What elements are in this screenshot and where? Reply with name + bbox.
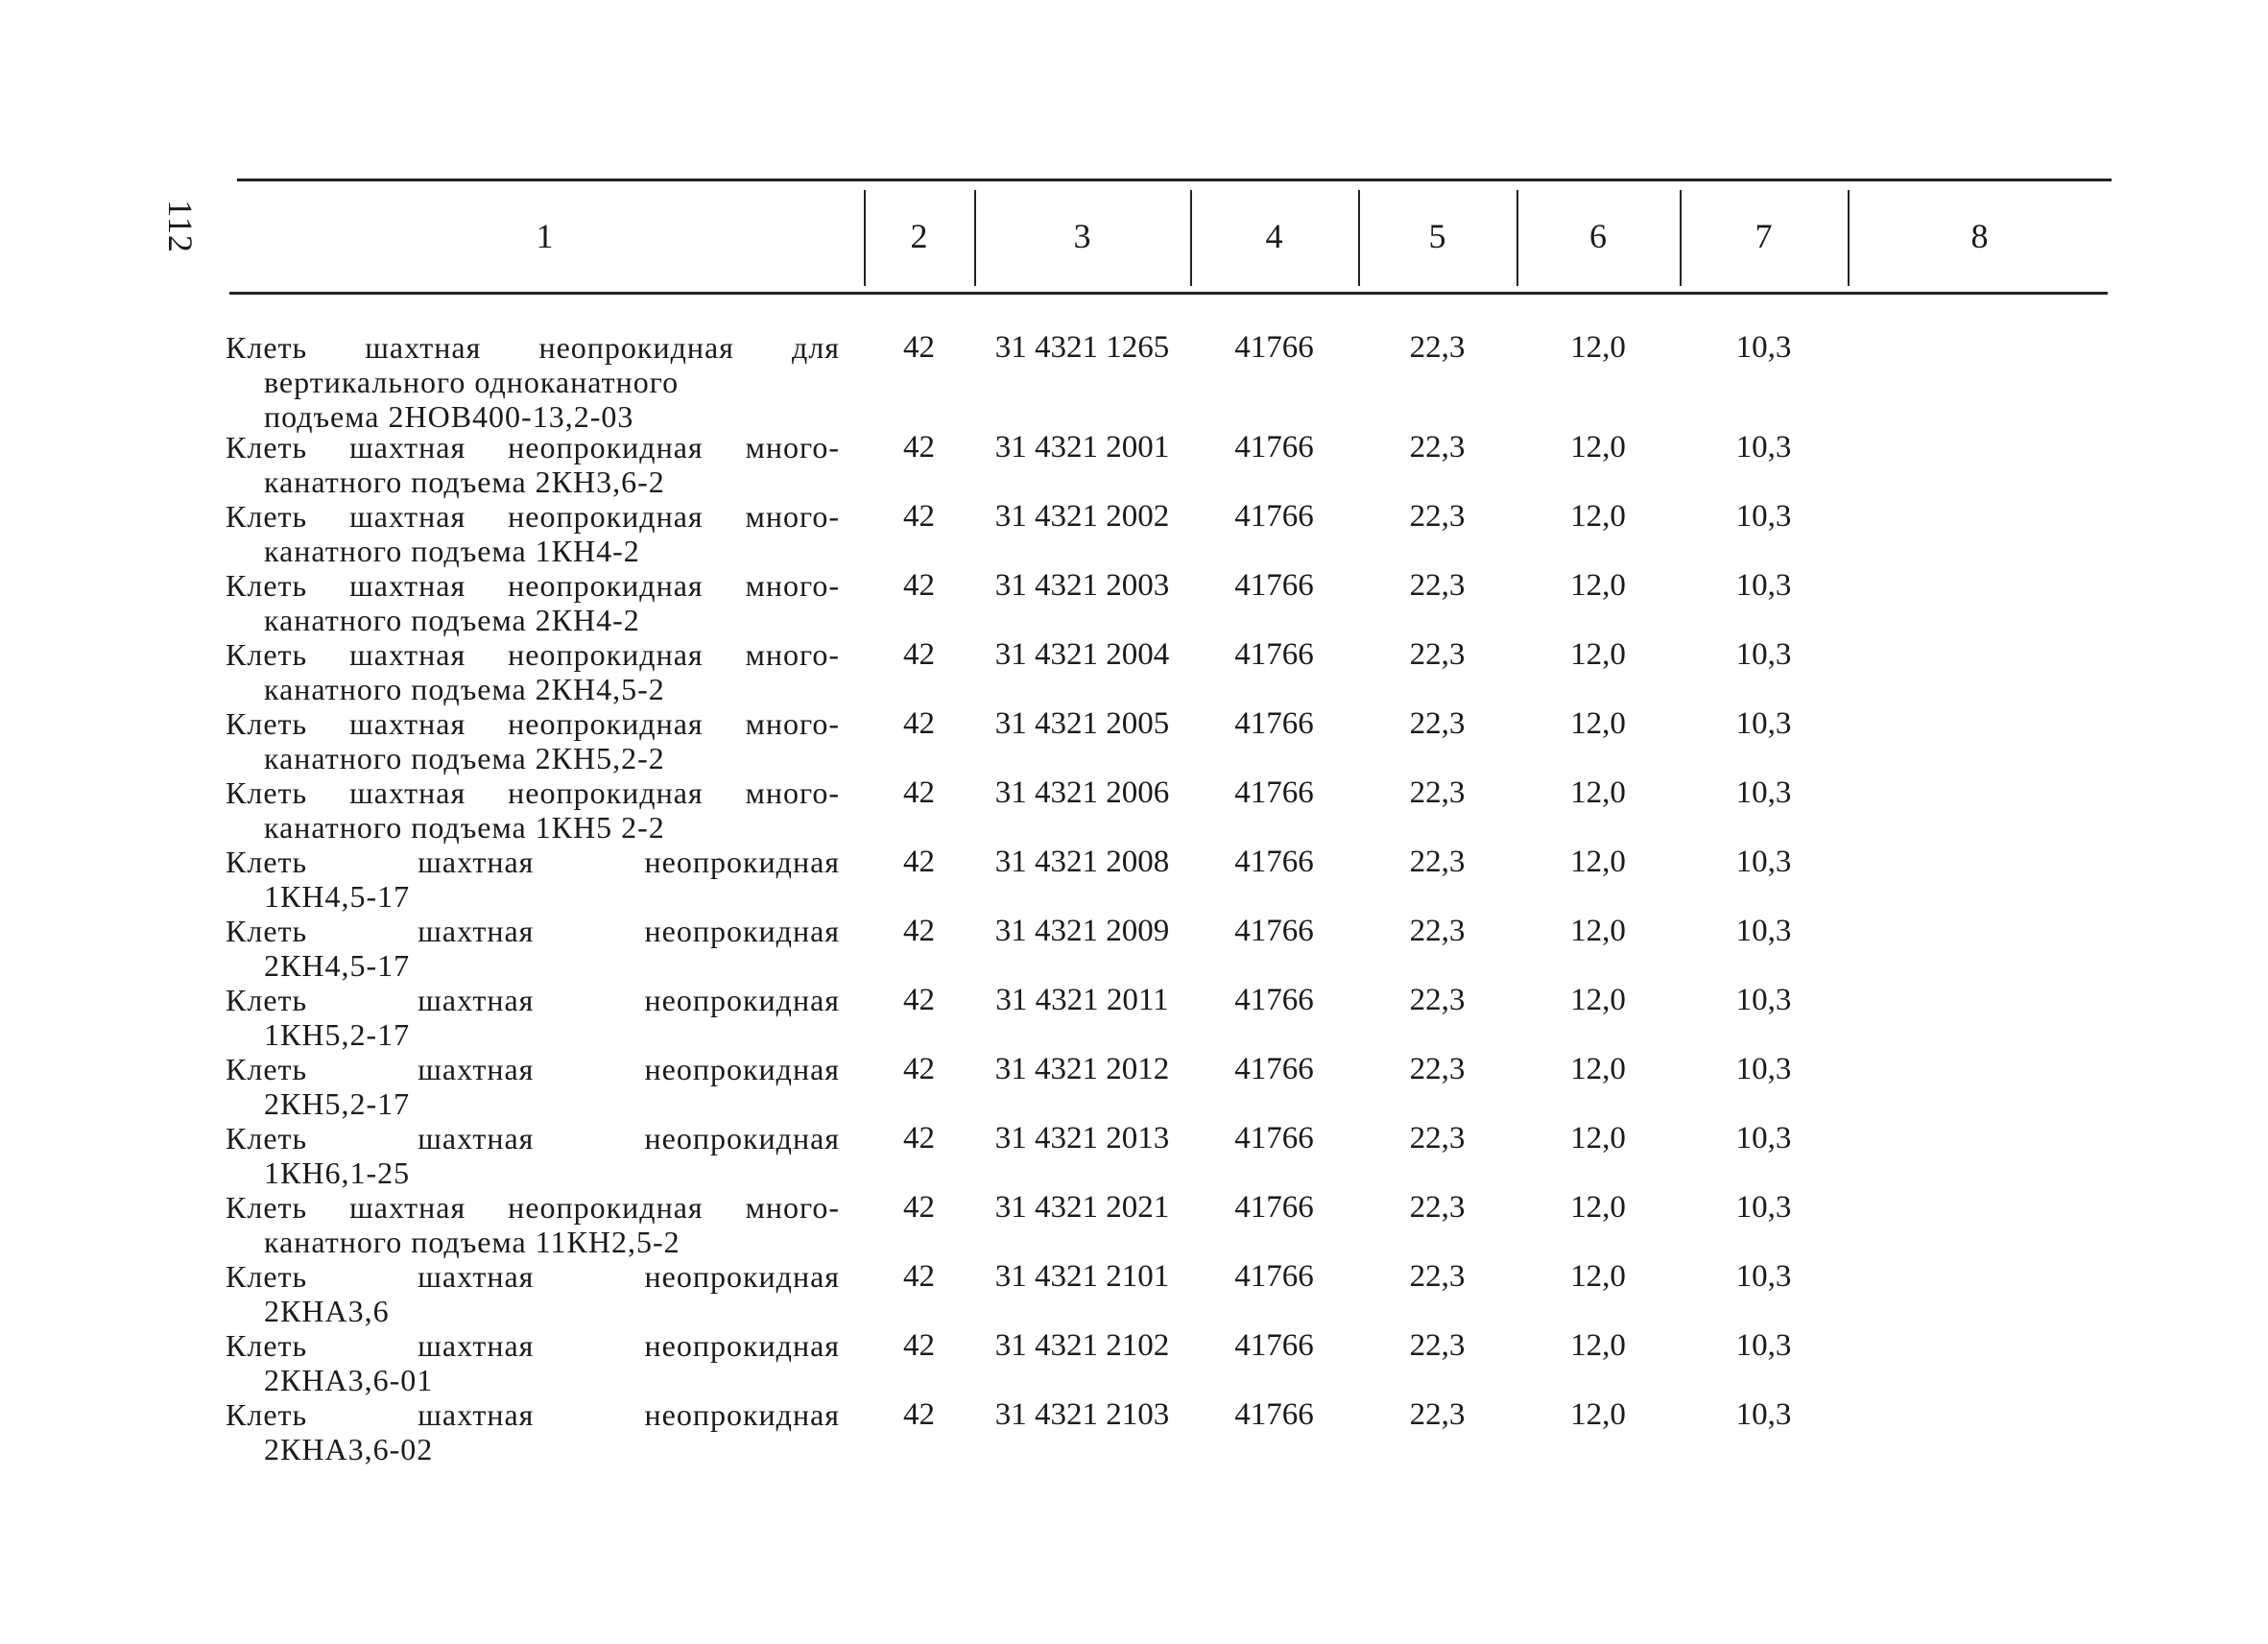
item-name	[226, 775, 840, 845]
cell-col-5: 22,3	[1409, 1397, 1466, 1432]
item-name-line: 2КНА3,6	[264, 1294, 390, 1328]
table-row	[226, 775, 2112, 845]
header-bottom-rule	[229, 292, 2108, 295]
cell-col-4: 41766	[1234, 1397, 1314, 1432]
cell-col-7: 10,3	[1735, 845, 1792, 879]
cell-col-2: 42	[903, 637, 935, 672]
item-name	[226, 1328, 840, 1397]
item-name-line: подъема 2НОВ400-13,2-03	[264, 399, 634, 434]
cell-col-3: 31 4321 2012	[994, 1052, 1170, 1086]
cell-col-4: 41766	[1234, 1121, 1314, 1156]
cell-col-7: 10,3	[1735, 568, 1792, 603]
item-name-line: Клеть шахтная неопрокидная много-	[226, 1190, 840, 1225]
cell-col-4: 41766	[1234, 914, 1314, 948]
item-name	[226, 430, 840, 499]
cell-col-2: 42	[903, 568, 935, 603]
cell-col-7: 10,3	[1735, 330, 1792, 365]
table-row	[226, 499, 2112, 568]
cell-col-6: 12,0	[1570, 845, 1626, 879]
cell-col-7: 10,3	[1735, 775, 1792, 810]
cell-col-2: 42	[903, 430, 935, 465]
cell-col-6: 12,0	[1570, 706, 1626, 741]
cell-col-5: 22,3	[1409, 983, 1466, 1017]
cell-col-2: 42	[903, 1259, 935, 1294]
item-name	[226, 914, 840, 983]
table-row	[226, 568, 2112, 637]
cell-col-2: 42	[903, 330, 935, 365]
item-name-line: Клеть шахтная неопрокидная	[226, 983, 840, 1017]
column-header-6: 6	[1589, 217, 1607, 255]
cell-col-7: 10,3	[1735, 706, 1792, 741]
item-name-line: Клеть шахтная неопрокидная для	[226, 330, 840, 365]
item-name-line: 2КН5,2-17	[264, 1086, 411, 1121]
item-name-line: 1КН4,5-17	[264, 879, 411, 914]
item-name-line: Клеть шахтная неопрокидная много-	[226, 499, 840, 534]
item-name	[226, 330, 840, 434]
cell-col-5: 22,3	[1409, 637, 1466, 672]
column-header-1: 1	[536, 217, 554, 255]
cell-col-7: 10,3	[1735, 1121, 1792, 1156]
item-name-line: 1КН6,1-25	[264, 1156, 411, 1190]
table-top-rule	[237, 179, 2112, 181]
cell-col-2: 42	[903, 983, 935, 1017]
item-name	[226, 1121, 840, 1190]
cell-col-4: 41766	[1234, 430, 1314, 465]
cell-col-5: 22,3	[1409, 430, 1466, 465]
cell-col-3: 31 4321 1265	[994, 330, 1170, 365]
column-divider	[1190, 190, 1192, 286]
table-row	[226, 1190, 2112, 1259]
cell-col-4: 41766	[1234, 706, 1314, 741]
cell-col-6: 12,0	[1570, 775, 1626, 810]
item-name-line: Клеть шахтная неопрокидная много-	[226, 775, 840, 810]
item-name	[226, 706, 840, 775]
cell-col-4: 41766	[1234, 1259, 1314, 1294]
cell-col-2: 42	[903, 845, 935, 879]
item-name-line: Клеть шахтная неопрокидная	[226, 845, 840, 879]
column-divider	[974, 190, 976, 286]
cell-col-6: 12,0	[1570, 983, 1626, 1017]
cell-col-2: 42	[903, 706, 935, 741]
cell-col-2: 42	[903, 914, 935, 948]
item-name-line: канатного подъема 11КН2,5-2	[264, 1225, 680, 1259]
cell-col-3: 31 4321 2009	[994, 914, 1170, 948]
cell-col-3: 31 4321 2013	[994, 1121, 1170, 1156]
cell-col-2: 42	[903, 1190, 935, 1225]
column-header-7: 7	[1755, 217, 1773, 255]
cell-col-3: 31 4321 2021	[994, 1190, 1170, 1225]
cell-col-2: 42	[903, 775, 935, 810]
table-row	[226, 1328, 2112, 1397]
table-row	[226, 983, 2112, 1052]
cell-col-7: 10,3	[1735, 1328, 1792, 1363]
item-name-line: Клеть шахтная неопрокидная много-	[226, 430, 840, 465]
cell-col-6: 12,0	[1570, 1259, 1626, 1294]
cell-col-6: 12,0	[1570, 1190, 1626, 1225]
item-name-line: 2КНА3,6-02	[264, 1432, 434, 1466]
item-name-line: канатного подъема 2КН4,5-2	[264, 672, 665, 706]
item-name	[226, 637, 840, 706]
cell-col-6: 12,0	[1570, 499, 1626, 534]
cell-col-4: 41766	[1234, 499, 1314, 534]
cell-col-5: 22,3	[1409, 568, 1466, 603]
cell-col-6: 12,0	[1570, 637, 1626, 672]
item-name-line: 2КН4,5-17	[264, 948, 411, 983]
item-name-line: канатного подъема 1КН4-2	[264, 534, 640, 568]
cell-col-5: 22,3	[1409, 845, 1466, 879]
column-header-4: 4	[1265, 217, 1283, 255]
item-name-line: Клеть шахтная неопрокидная много-	[226, 706, 840, 741]
cell-col-7: 10,3	[1735, 1052, 1792, 1086]
table-row	[226, 914, 2112, 983]
cell-col-4: 41766	[1234, 637, 1314, 672]
cell-col-4: 41766	[1234, 568, 1314, 603]
cell-col-4: 41766	[1234, 1190, 1314, 1225]
table-row	[226, 1052, 2112, 1121]
cell-col-5: 22,3	[1409, 706, 1466, 741]
cell-col-3: 31 4321 2008	[994, 845, 1170, 879]
cell-col-7: 10,3	[1735, 1190, 1792, 1225]
table-row	[226, 430, 2112, 499]
cell-col-3: 31 4321 2002	[994, 499, 1170, 534]
table-row	[226, 845, 2112, 914]
table-row	[226, 1259, 2112, 1328]
cell-col-4: 41766	[1234, 983, 1314, 1017]
cell-col-5: 22,3	[1409, 1190, 1466, 1225]
cell-col-6: 12,0	[1570, 1397, 1626, 1432]
cell-col-3: 31 4321 2003	[994, 568, 1170, 603]
item-name	[226, 1190, 840, 1259]
column-header-8: 8	[1970, 217, 1989, 255]
cell-col-3: 31 4321 2001	[994, 430, 1170, 465]
cell-col-5: 22,3	[1409, 330, 1466, 365]
table-row	[226, 637, 2112, 706]
item-name-line: канатного подъема 2КН3,6-2	[264, 465, 665, 499]
cell-col-5: 22,3	[1409, 499, 1466, 534]
cell-col-6: 12,0	[1570, 914, 1626, 948]
cell-col-5: 22,3	[1409, 914, 1466, 948]
cell-col-2: 42	[903, 1121, 935, 1156]
item-name-line: Клеть шахтная неопрокидная	[226, 1121, 840, 1156]
table-row	[226, 1121, 2112, 1190]
page-number: 112	[160, 200, 200, 253]
table-header	[226, 184, 2112, 288]
item-name	[226, 499, 840, 568]
item-name	[226, 845, 840, 914]
table-row	[226, 706, 2112, 775]
item-name	[226, 983, 840, 1052]
cell-col-7: 10,3	[1735, 983, 1792, 1017]
cell-col-2: 42	[903, 1052, 935, 1086]
item-name-line: канатного подъема 2КН5,2-2	[264, 741, 665, 775]
item-name-line: канатного подъема 2КН4-2	[264, 603, 640, 637]
item-name	[226, 1397, 840, 1466]
column-divider	[864, 190, 866, 286]
table-row	[226, 330, 2112, 434]
cell-col-4: 41766	[1234, 330, 1314, 365]
item-name-line: Клеть шахтная неопрокидная	[226, 1397, 840, 1432]
cell-col-2: 42	[903, 1397, 935, 1432]
column-header-2: 2	[910, 217, 928, 255]
cell-col-5: 22,3	[1409, 1121, 1466, 1156]
column-divider	[1680, 190, 1682, 286]
cell-col-7: 10,3	[1735, 430, 1792, 465]
cell-col-7: 10,3	[1735, 499, 1792, 534]
column-divider	[1516, 190, 1518, 286]
item-name-line: Клеть шахтная неопрокидная много-	[226, 637, 840, 672]
item-name	[226, 568, 840, 637]
cell-col-7: 10,3	[1735, 914, 1792, 948]
cell-col-3: 31 4321 2101	[994, 1259, 1170, 1294]
cell-col-3: 31 4321 2011	[995, 983, 1169, 1017]
cell-col-6: 12,0	[1570, 330, 1626, 365]
cell-col-7: 10,3	[1735, 1259, 1792, 1294]
cell-col-2: 42	[903, 499, 935, 534]
cell-col-6: 12,0	[1570, 1121, 1626, 1156]
cell-col-4: 41766	[1234, 1328, 1314, 1363]
cell-col-2: 42	[903, 1328, 935, 1363]
cell-col-6: 12,0	[1570, 430, 1626, 465]
cell-col-6: 12,0	[1570, 1052, 1626, 1086]
cell-col-3: 31 4321 2004	[994, 637, 1170, 672]
cell-col-3: 31 4321 2006	[994, 775, 1170, 810]
cell-col-4: 41766	[1234, 775, 1314, 810]
item-name	[226, 1259, 840, 1328]
item-name-line: Клеть шахтная неопрокидная	[226, 1052, 840, 1086]
item-name-line: 2КНА3,6-01	[264, 1363, 434, 1397]
cell-col-5: 22,3	[1409, 1052, 1466, 1086]
cell-col-6: 12,0	[1570, 568, 1626, 603]
cell-col-4: 41766	[1234, 1052, 1314, 1086]
cell-col-5: 22,3	[1409, 775, 1466, 810]
item-name-line: Клеть шахтная неопрокидная	[226, 914, 840, 948]
item-name-line: Клеть шахтная неопрокидная	[226, 1259, 840, 1294]
item-name-line: Клеть шахтная неопрокидная	[226, 1328, 840, 1363]
cell-col-4: 41766	[1234, 845, 1314, 879]
item-name	[226, 1052, 840, 1121]
item-name-line: вертикального одноканатного	[264, 365, 680, 399]
cell-col-5: 22,3	[1409, 1259, 1466, 1294]
cell-col-6: 12,0	[1570, 1328, 1626, 1363]
cell-col-5: 22,3	[1409, 1328, 1466, 1363]
table-row	[226, 1397, 2112, 1466]
column-divider	[1358, 190, 1360, 286]
column-header-3: 3	[1073, 217, 1091, 255]
column-header-5: 5	[1428, 217, 1446, 255]
cell-col-7: 10,3	[1735, 1397, 1792, 1432]
column-divider	[1848, 190, 1850, 286]
cell-col-3: 31 4321 2005	[994, 706, 1170, 741]
item-name-line: 1КН5,2-17	[264, 1017, 411, 1052]
item-name-line: канатного подъема 1КН5 2-2	[264, 810, 665, 845]
item-name-line: Клеть шахтная неопрокидная много-	[226, 568, 840, 603]
cell-col-7: 10,3	[1735, 637, 1792, 672]
cell-col-3: 31 4321 2102	[994, 1328, 1170, 1363]
cell-col-3: 31 4321 2103	[994, 1397, 1170, 1432]
